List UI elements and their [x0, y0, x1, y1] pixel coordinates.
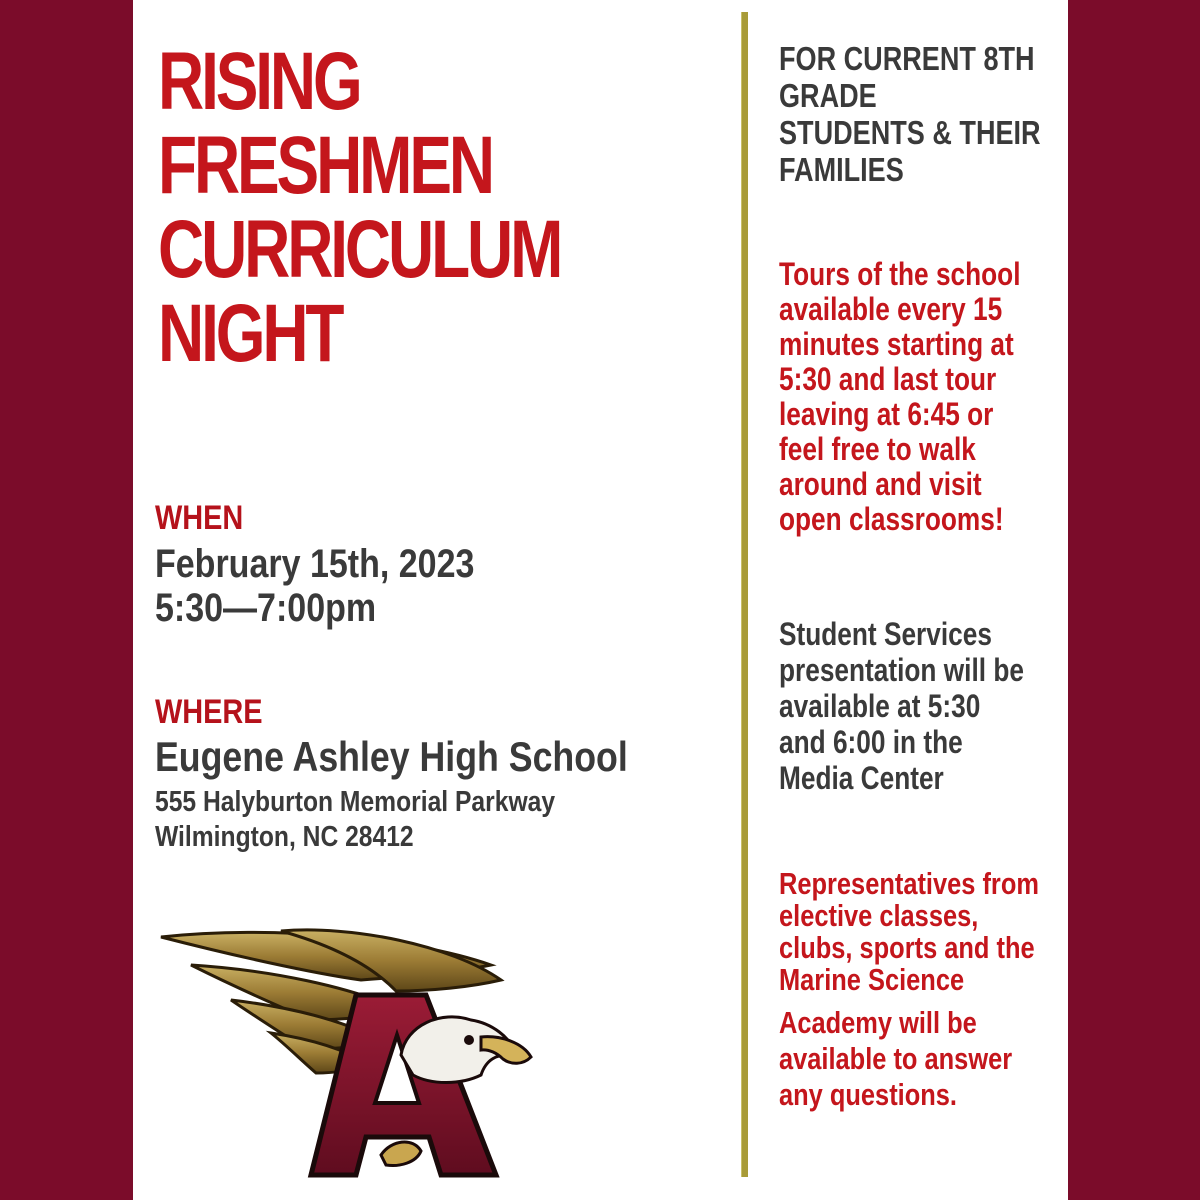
tours-line: available every 15 — [779, 291, 1003, 327]
audience-line: FOR CURRENT 8TH — [779, 40, 1035, 77]
reps-line: elective classes, — [779, 898, 979, 933]
tours-line: open classrooms! — [779, 501, 1004, 537]
services-line: Student Services — [779, 616, 992, 652]
title-line: NIGHT — [158, 288, 342, 379]
flyer-title — [158, 36, 561, 379]
event-time: 5:30—7:00pm — [155, 586, 377, 630]
tours-line: Tours of the school — [779, 256, 1021, 292]
flyer — [133, 0, 1068, 1200]
title-line: CURRICULUM — [158, 204, 561, 295]
tours-line: feel free to walk — [779, 431, 976, 467]
when-label: WHEN — [155, 499, 244, 537]
vertical-divider — [741, 12, 748, 1177]
title-line: RISING — [158, 36, 360, 127]
audience-note — [779, 40, 1041, 188]
student-services-note — [779, 616, 1024, 796]
representatives-note — [779, 868, 1039, 996]
tours-line: 5:30 and last tour — [779, 361, 997, 397]
reps-line: Representatives from — [779, 866, 1039, 901]
event-date: February 15th, 2023 — [155, 542, 475, 586]
tours-note — [779, 257, 1021, 537]
title-line: FRESHMEN — [158, 120, 492, 211]
address-line-2: Wilmington, NC 28412 — [155, 821, 414, 853]
where-label: WHERE — [155, 693, 263, 731]
reps-line: clubs, sports and the — [779, 930, 1035, 965]
tours-line: minutes starting at — [779, 326, 1014, 362]
reps-line: Academy will be — [779, 1005, 977, 1040]
reps-line: any questions. — [779, 1077, 957, 1112]
school-name: Eugene Ashley High School — [155, 733, 628, 780]
reps-line: Marine Science — [779, 962, 965, 997]
representatives-note-continued — [779, 1005, 1012, 1113]
tours-line: leaving at 6:45 or — [779, 396, 994, 432]
eagle-a-logo-icon — [151, 925, 541, 1185]
address-line-1: 555 Halyburton Memorial Parkway — [155, 786, 556, 818]
tours-line: around and visit — [779, 466, 982, 502]
reps-line: available to answer — [779, 1041, 1013, 1076]
audience-line: FAMILIES — [779, 151, 904, 188]
services-line: and 6:00 in the — [779, 724, 963, 760]
audience-line: STUDENTS & THEIR — [779, 114, 1041, 151]
services-line: Media Center — [779, 760, 944, 796]
services-line: available at 5:30 — [779, 688, 981, 724]
audience-line: GRADE — [779, 77, 877, 114]
services-line: presentation will be — [779, 652, 1024, 688]
